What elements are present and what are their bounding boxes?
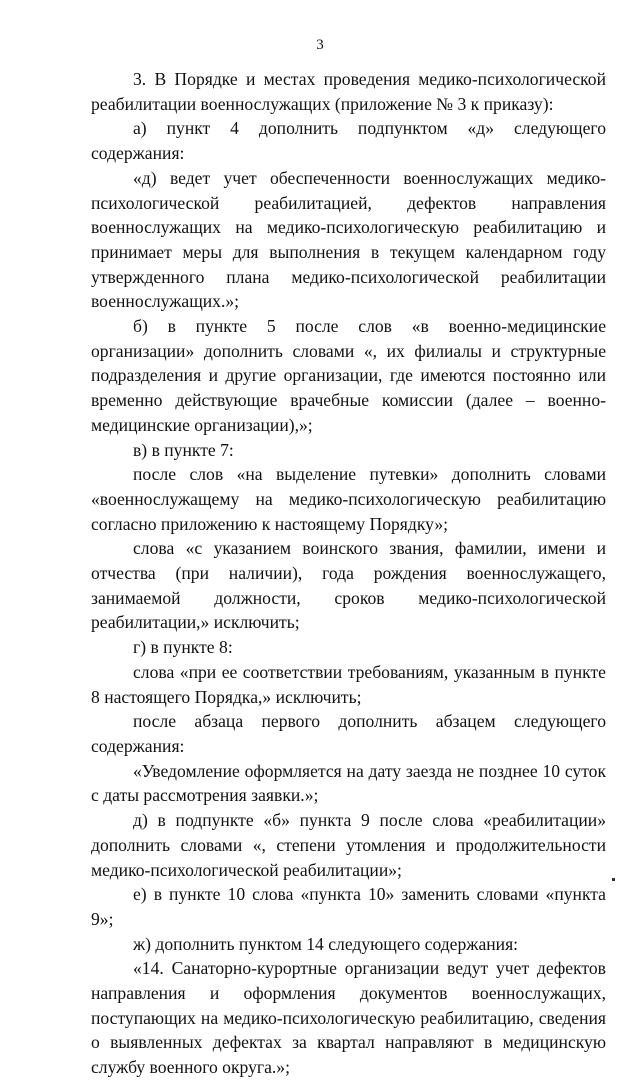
paragraph-item-a: а) пункт 4 дополнить подпунктом «д» следующего содержания: (91, 118, 606, 164)
paragraph-item-g-1: слова «при ее соответствии требованиям, указанным в пункте 8 настоящего Порядка,» исключить; (91, 661, 606, 707)
document-body (91, 67, 606, 1080)
paragraph-item-v-1: после слов «на выделение путевки» дополнить словами «военнослужащему на медико-психологическую реабилитацию согласно приложению к настоящему Порядку»; (91, 464, 606, 534)
paragraph-subitem-d-text: «д) ведет учет обеспеченности военнослужащих медико-психологической реабилитацией, дефектов направления военнослужащих на медико-психологическую реабилитацию и принимает меры для выполнения в текущем календарном году утвержденного плана медико-психологической реабилитации военнослужащих.»; (91, 167, 606, 312)
paragraph-item-d: д) в подпункте «б» пункта 9 после слова «реабилитации» дополнить словами «, степени утомления и продолжительности медико-психологической реабилитации»; (91, 810, 606, 880)
paragraph-item-g-notice: «Уведомление оформляется на дату заезда не позднее 10 суток с даты рассмотрения заявки.»; (91, 760, 606, 806)
paragraph-item-v: в) в пункте 7: (133, 439, 234, 460)
scan-speck (612, 878, 615, 881)
paragraph-item-v-2: слова «с указанием воинского звания, фамилии, имени и отчества (при наличии), года рождения военнослужащего, занимаемой должности, сроков медико-психологической реабилитации,» исключить; (91, 538, 606, 633)
paragraph-item-14-text: «14. Санаторно-курортные организации ведут учет дефектов направления и оформления документов военнослужащих, поступающих на медико-психологическую реабилитацию, сведения о выявленных дефектах за квартал направляют в медицинскую службу военного округа.»; (91, 958, 606, 1078)
paragraph-item-e: е) в пункте 10 слова «пункта 10» заменить словами «пункта 9»; (91, 884, 606, 929)
paragraph-item-b: б) в пункте 5 после слов «в военно-медицинские организации» дополнить словами «, их филиалы и структурные подразделения и другие организации, где имеются постоянно или временно действующие врачебные комиссии (далее – военно-медицинские организации),»; (91, 316, 606, 435)
page-number: 3 (316, 37, 324, 53)
paragraph-item-g: г) в пункте 8: (133, 637, 233, 658)
paragraph-section-3: 3. В Порядке и местах проведения медико-психологической реабилитации военнослужащих (приложение № 3 к приказу): (91, 69, 606, 114)
paragraph-item-g-2: после абзаца первого дополнить абзацем следующего содержания: (91, 711, 606, 756)
paragraph-item-zh: ж) дополнить пунктом 14 следующего содержания: (133, 933, 519, 954)
